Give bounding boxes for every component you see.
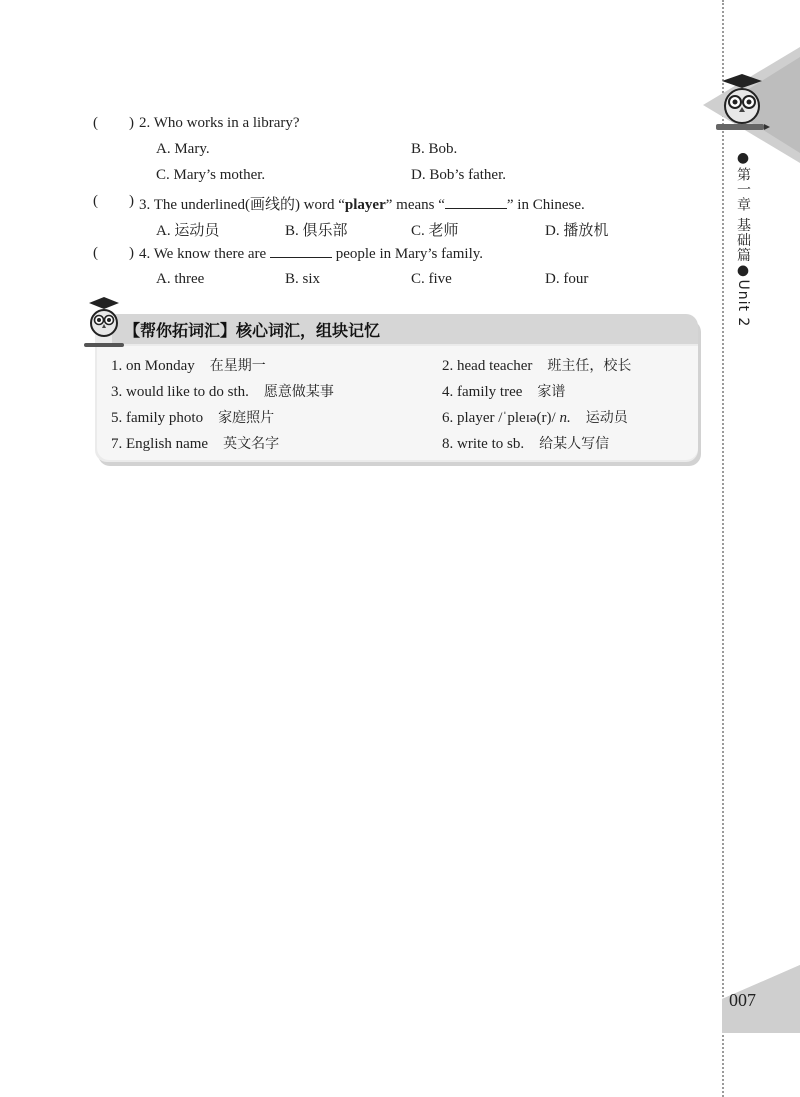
vocab-en: 8. write to sb. (442, 436, 525, 452)
vocab-zh: 家庭照片 (218, 410, 275, 426)
owl-graduate-icon (84, 296, 124, 350)
vocab-en: 5. family photo (111, 410, 204, 426)
vocab-zh: 英文名字 (223, 436, 280, 452)
option-b: B. six (285, 271, 321, 287)
stem-keyword: player (344, 197, 386, 213)
option-b: B. Bob. (411, 141, 458, 157)
vocab-en: 1. on Monday (111, 358, 195, 374)
question-stem (139, 193, 585, 214)
stem-text: ” means “ (385, 197, 445, 213)
option-c: C. five (411, 271, 452, 287)
answer-paren-close: ) (129, 115, 134, 131)
vocab-zh: 家谱 (537, 384, 566, 400)
page-number: 007 (729, 990, 756, 1010)
vocab-item (111, 381, 334, 401)
option-d: D. four (545, 271, 589, 287)
answer-paren-open: ( (93, 193, 98, 209)
vocab-item (111, 355, 266, 375)
vocab-zh: 在星期一 (209, 358, 266, 374)
vocab-en: 2. head teacher (442, 358, 533, 374)
answer-blank (270, 245, 332, 258)
stem-text: 4. We know there are (139, 246, 267, 262)
option-a: A. 运动员 (156, 223, 220, 239)
vocab-en: 3. would like to do sth. (111, 384, 249, 400)
option-d: D. 播放机 (545, 223, 609, 239)
vocab-en: 6. player /ˈpleɪə(r)/ (442, 410, 556, 426)
chapter-label: ●第一章 基础篇●Unit 2 (735, 150, 751, 328)
answer-paren-open: ( (93, 245, 98, 261)
option-b: B. 俱乐部 (285, 223, 348, 239)
stem-text: ” in Chinese. (506, 197, 585, 213)
vocab-pos: n. (559, 410, 571, 426)
answer-blank (445, 196, 507, 209)
vocab-item (111, 433, 279, 453)
question-stem: 2. Who works in a library? (139, 115, 300, 131)
answer-paren-close: ) (129, 193, 134, 209)
vocab-zh: 给某人写信 (539, 436, 610, 452)
vocab-item (111, 407, 274, 427)
option-c: C. Mary’s mother. (156, 167, 266, 183)
vocab-zh: 运动员 (585, 410, 628, 426)
vocab-item (442, 355, 631, 375)
vocab-zh: 愿意做某事 (263, 384, 334, 400)
vocab-zh: 班主任，校长 (547, 358, 632, 374)
pencil-icon (84, 343, 124, 347)
vocab-en: 7. English name (111, 436, 209, 452)
vocab-item (442, 381, 565, 401)
owl-graduate-icon (714, 72, 770, 134)
answer-paren-close: ) (129, 245, 134, 261)
vocab-item (442, 407, 628, 427)
stem-text: people in Mary’s family. (335, 246, 484, 262)
answer-paren-open: ( (93, 115, 98, 131)
vocab-item (442, 433, 609, 453)
option-c: C. 老师 (411, 223, 459, 239)
option-a: A. three (156, 271, 205, 287)
vocab-en: 4. family tree (442, 384, 523, 400)
margin-divider (722, 0, 724, 1097)
option-a: A. Mary. (156, 141, 210, 157)
vocab-title: 【帮你拓词汇】核心词汇，组块记忆 (124, 321, 381, 340)
question-stem (139, 245, 483, 263)
option-d: D. Bob’s father. (411, 167, 506, 183)
stem-text: 3. The underlined(画线的) word “ (139, 197, 345, 213)
